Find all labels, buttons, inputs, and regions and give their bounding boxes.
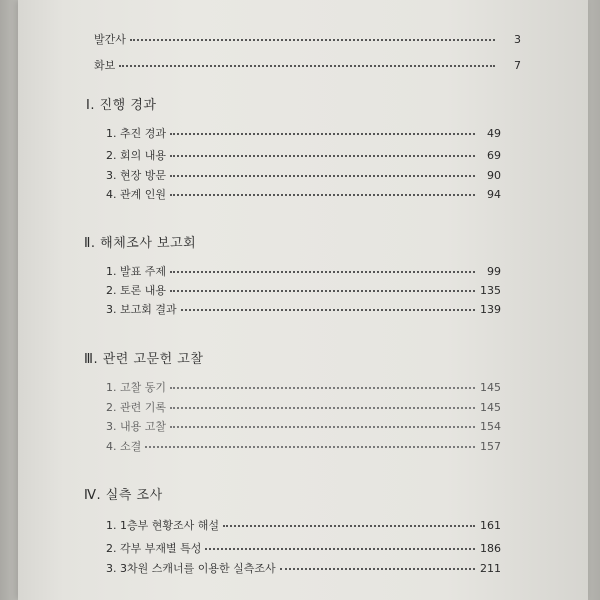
- toc-entry-page: 99: [487, 264, 501, 278]
- dot-leader: [223, 525, 475, 527]
- toc-entry-label: 4. 소결: [106, 440, 142, 453]
- dot-leader: [170, 426, 475, 428]
- toc-entry-label: 발간사: [94, 33, 126, 46]
- toc-entry-3-2[interactable]: [106, 398, 501, 416]
- toc-entry-3-4[interactable]: [106, 437, 501, 455]
- toc-entry-front-2[interactable]: [94, 56, 521, 74]
- toc-entry-1-1[interactable]: [106, 124, 501, 142]
- toc-entry-page: 145: [480, 400, 501, 414]
- toc-entry-4-2[interactable]: [106, 539, 501, 557]
- toc-entry-label: 2. 각부 부재별 특성: [106, 542, 202, 555]
- toc-entry-page: 49: [487, 126, 501, 140]
- toc-entry-label: 2. 회의 내용: [106, 149, 166, 162]
- toc-entry-label: 1. 발표 주제: [106, 265, 166, 278]
- toc-entry-3-1[interactable]: [106, 378, 501, 396]
- dot-leader: [280, 568, 475, 570]
- toc-entry-page: 161: [480, 518, 501, 532]
- dot-leader: [130, 39, 495, 41]
- toc-entry-label: 화보: [94, 59, 116, 72]
- section-heading-3: Ⅲ. 관련 고문헌 고찰: [84, 352, 204, 367]
- dot-leader: [181, 309, 475, 311]
- toc-entry-4-1[interactable]: [106, 516, 501, 534]
- toc-entry-page: 3: [514, 32, 521, 46]
- section-heading-2: Ⅱ. 해체조사 보고회: [84, 236, 197, 251]
- section-heading-4: Ⅳ. 실측 조사: [84, 488, 163, 503]
- toc-entry-page: 90: [487, 168, 501, 182]
- toc-entry-1-4[interactable]: [106, 185, 501, 203]
- toc-entry-page: 7: [514, 58, 521, 72]
- toc-entry-page: 211: [480, 561, 501, 575]
- dot-leader: [170, 290, 475, 292]
- toc-entry-label: 2. 토론 내용: [106, 284, 166, 297]
- dot-leader: [119, 65, 495, 67]
- toc-entry-label: 1. 추진 경과: [106, 127, 166, 140]
- toc-entry-page: 157: [480, 439, 501, 453]
- toc-entry-page: 94: [487, 187, 501, 201]
- toc-entry-label: 1. 1층부 현황조사 해설: [106, 519, 219, 532]
- dot-leader: [170, 407, 475, 409]
- toc-entry-page: 154: [480, 419, 501, 433]
- dot-leader: [145, 446, 475, 448]
- toc-entry-label: 3. 현장 방문: [106, 169, 166, 182]
- toc-entry-label: 3. 보고회 결과: [106, 303, 177, 316]
- toc-entry-page: 69: [487, 148, 501, 162]
- toc-entry-2-1[interactable]: [106, 262, 501, 280]
- toc-entry-page: 139: [480, 302, 501, 316]
- dot-leader: [170, 133, 475, 135]
- toc-entry-page: 145: [480, 380, 501, 394]
- toc-entry-2-2[interactable]: [106, 281, 501, 299]
- toc-page: [18, 0, 588, 600]
- section-heading-1: Ⅰ. 진행 경과: [86, 98, 157, 113]
- dot-leader: [170, 175, 475, 177]
- toc-entry-label: 3. 내용 고찰: [106, 420, 166, 433]
- toc-entry-label: 3. 3차원 스캐너를 이용한 실측조사: [106, 562, 276, 575]
- toc-entry-3-3[interactable]: [106, 417, 501, 435]
- toc-entry-page: 135: [480, 283, 501, 297]
- toc-entry-label: 4. 관계 인원: [106, 188, 166, 201]
- toc-entry-1-3[interactable]: [106, 166, 501, 184]
- toc-entry-4-3[interactable]: [106, 559, 501, 577]
- toc-entry-2-3[interactable]: [106, 300, 501, 318]
- dot-leader: [170, 194, 475, 196]
- dot-leader: [205, 548, 475, 550]
- toc-entry-1-2[interactable]: [106, 146, 501, 164]
- dot-leader: [170, 387, 475, 389]
- toc-entry-front-1[interactable]: [94, 30, 521, 48]
- toc-entry-label: 2. 관련 기록: [106, 401, 166, 414]
- toc-entry-page: 186: [480, 541, 501, 555]
- dot-leader: [170, 155, 475, 157]
- dot-leader: [170, 271, 475, 273]
- toc-entry-label: 1. 고찰 동기: [106, 381, 166, 394]
